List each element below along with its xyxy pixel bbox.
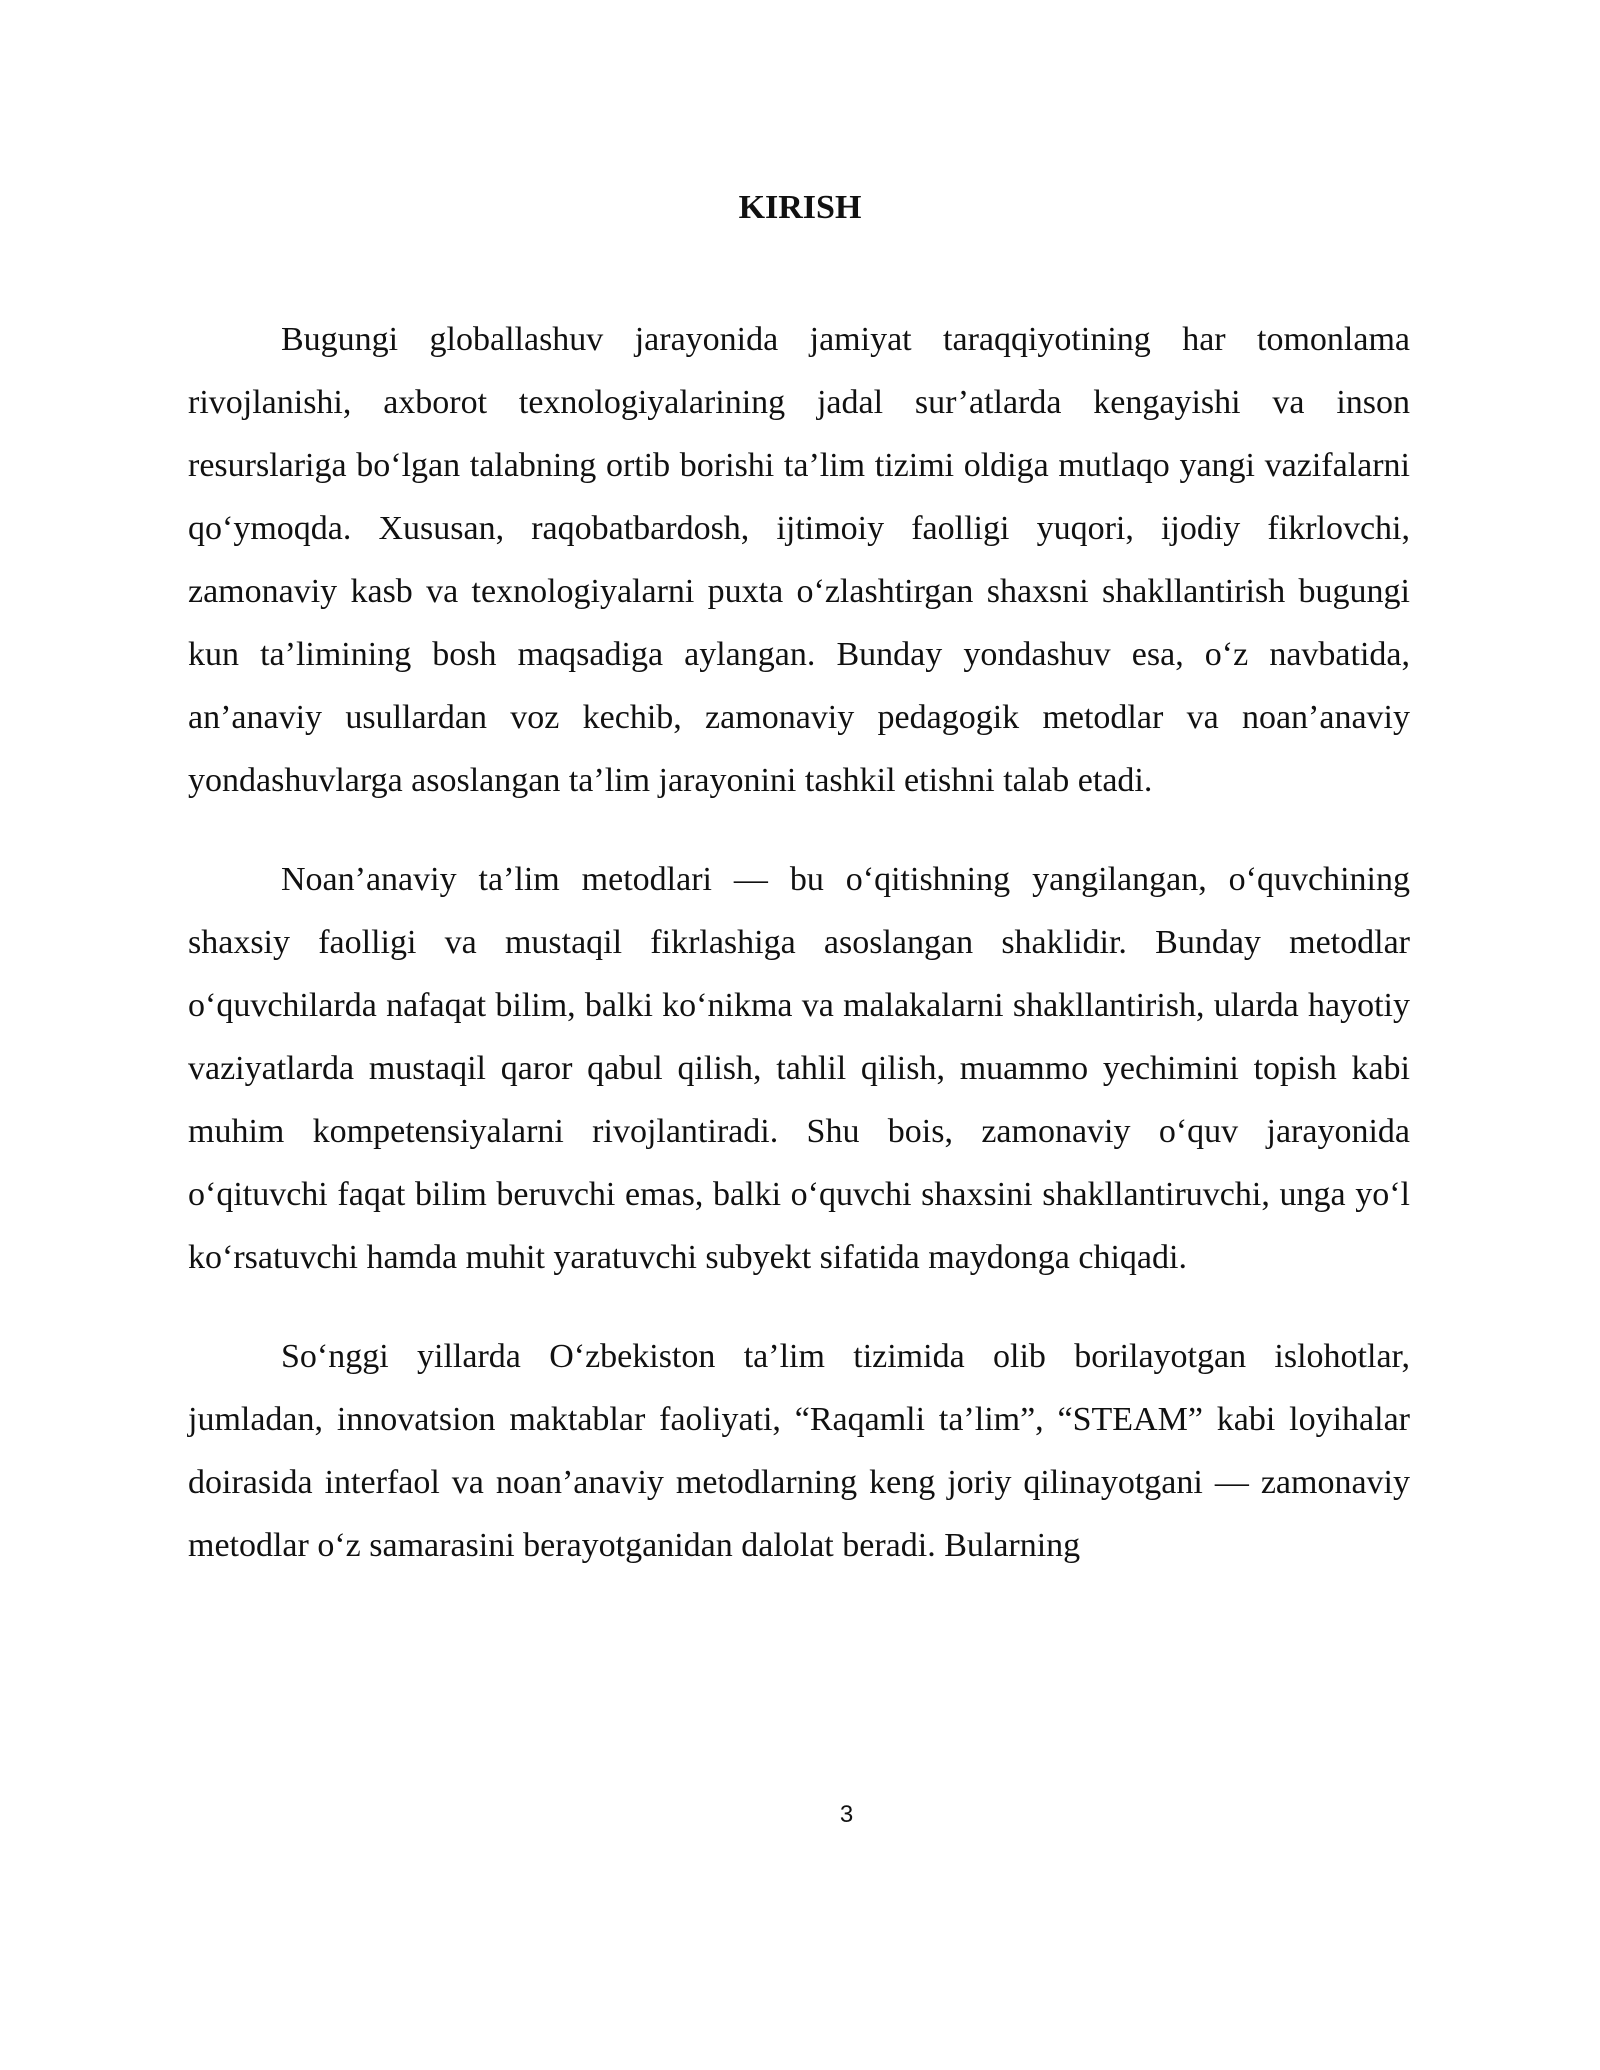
paragraph-3: So‘nggi yillarda O‘zbekiston ta’lim tizimida olib borilayotgan islohotlar, jumladan, innovatsion maktablar faoliyati, “Raqamli ta’lim”, “STEAM” kabi loyihalar doirasida interfaol va noan’anaviy metodlarning keng joriy qilinayotgani — zamonaviy metodlar o‘z samarasini berayotganidan dalolat beradi. Bularning — [188, 1338, 1410, 1564]
page-title: KIRISH — [738, 189, 862, 226]
paragraph-1: Bugungi globallashuv jarayonida jamiyat taraqqiyotining har tomonlama rivojlanishi, axborot texnologiyalarining jadal sur’atlarda kengayishi va inson resurslariga bo‘lgan talabning ortib borishi ta’lim tizimi oldiga mutlaqo yangi vazifalarni qo‘ymoqda. Xususan, raqobatbardosh, ijtimoiy faolligi yuqori, ijodiy fikrlovchi, zamonaviy kasb va texnologiyalarni puxta o‘zlashtirgan shaxsni shakllantirish bugungi kun ta’limining bosh maqsadiga aylangan. Bunday yondashuv esa, o‘z navbatida, an’anaviy usullardan voz kechib, zamonaviy pedagogik metodlar va noan’anaviy yondashuvlarga asoslangan ta’lim jarayonini tashkil etishni talab etadi. — [188, 321, 1410, 799]
page-number: 3 — [839, 1801, 854, 1828]
body-text — [188, 308, 1410, 1613]
paragraph-2: Noan’anaviy ta’lim metodlari — bu o‘qitishning yangilangan, o‘quvchining shaxsiy faolligi va mustaqil fikrlashiga asoslangan shaklidir. Bunday metodlar o‘quvchilarda nafaqat bilim, balki ko‘nikma va malakalarni shakllantirish, ularda hayotiy vaziyatlarda mustaqil qaror qabul qilish, tahlil qilish, muammo yechimini topish kabi muhim kompetensiyalarni rivojlantiradi. Shu bois, zamonaviy o‘quv jarayonida o‘qituvchi faqat bilim beruvchi emas, balki o‘quvchi shaxsini shakllantiruvchi, unga yo‘l ko‘rsatuvchi hamda muhit yaratuvchi subyekt sifatida maydonga chiqadi. — [188, 861, 1410, 1276]
